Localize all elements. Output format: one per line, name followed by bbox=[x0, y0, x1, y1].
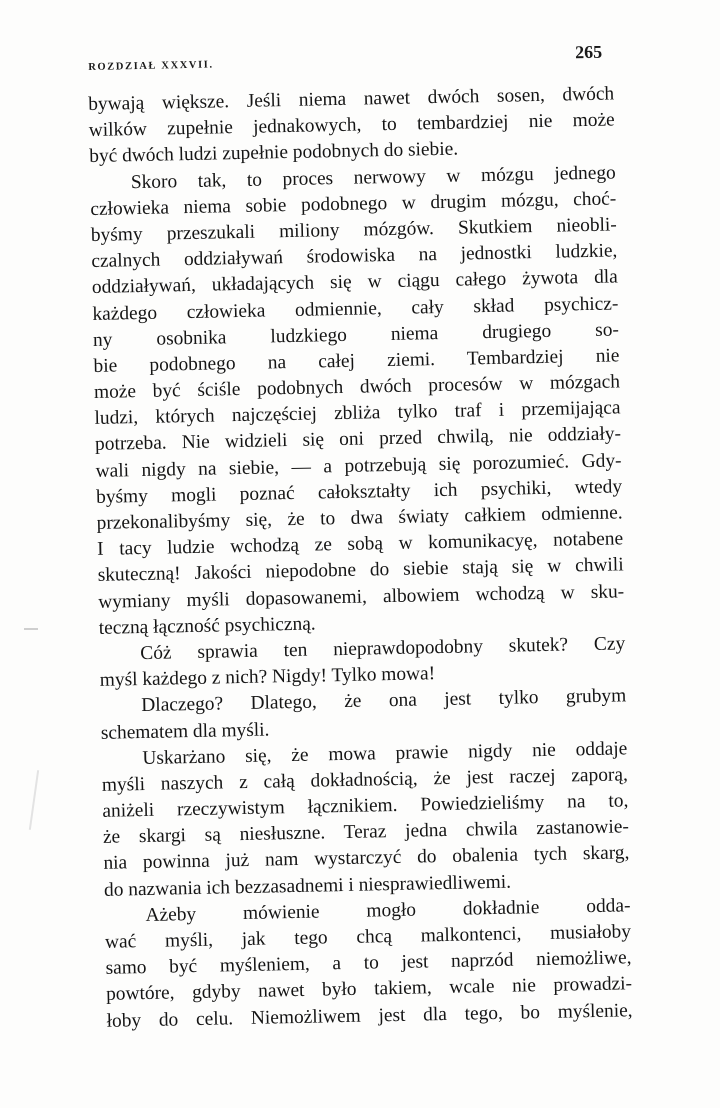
text-line: wali nigdy na siebie, — a potrzebują się porozumieć. Gdy- bbox=[95, 449, 622, 482]
text-line: oddziaływań, układających się w ciągu całego żywota dla bbox=[91, 266, 619, 299]
text-line: wymiany myśli dopasowanemi, albowiem wchodzą w sku- bbox=[98, 580, 625, 613]
text-line: do nazwania ich bezzasadnemi i niesprawiedliwemi. bbox=[103, 871, 512, 901]
text-line: może być ściśle podobnych dwóch procesów w mózgach bbox=[93, 371, 621, 403]
text-line: powtóre, gdyby nawet było takiem, wcale nie prowadzi- bbox=[105, 973, 633, 1006]
running-head: ROZDZIAŁ XXXVII. bbox=[88, 59, 214, 73]
text-line: I tacy ludzie wchodzą ze sobą w komunikacyę, notabene bbox=[96, 528, 624, 561]
text-line: że skargi są niesłuszne. Teraz jedna chwila zastanowie- bbox=[102, 816, 630, 849]
text-line: teczną łączność psychiczną. bbox=[98, 613, 316, 639]
text-line: nia powinna już nam wystarczyć do obalenia tych skarg, bbox=[103, 842, 630, 875]
text-line: schematem dla myśli. bbox=[100, 718, 270, 744]
text-line: bywają większe. Jeśli niema nawet dwóch sosen, dwóch bbox=[88, 83, 615, 115]
text-line: bie podobnego na całej ziemi. Tembardziej nie bbox=[93, 345, 620, 377]
text-line: byśmy przeszukali miliony mózgów. Skutkiem nieobli- bbox=[90, 214, 617, 246]
text-line: byśmy mogli poznać całokształty ich psychiki, wtedy bbox=[95, 476, 623, 508]
text-line: czalnych oddziaływań środowiska na jednostki ludzkie, bbox=[91, 240, 618, 273]
text-line: przekonalibyśmy się, że to dwa światy całkiem odmienne. bbox=[96, 502, 623, 534]
text-line: skuteczną! Jakości niepodobne do siebie stają się w chwili bbox=[97, 554, 624, 587]
text-line: myśli naszych z całą dokładnością, że jest raczej zaporą, bbox=[101, 764, 629, 796]
text-line: potrzeba. Nie widzieli się oni przed chwilą, nie oddziały- bbox=[94, 423, 622, 456]
page-header bbox=[88, 42, 602, 82]
text-line: samo być myśleniem, a to jest naprzód niemożliwe, bbox=[105, 947, 632, 980]
text-line: ludzi, których najczęściej zbliża tylko traf i przemijająca bbox=[94, 397, 621, 430]
text-line: wać myśli, jak tego chcą malkontenci, musiałoby bbox=[104, 921, 632, 953]
text-line: myśl każdego z nich? Nigdy! Tylko mowa! bbox=[99, 663, 436, 692]
page-number: 265 bbox=[574, 41, 603, 63]
paragraph-start-line: Ażeby mówienie mogło dokładnie odda- bbox=[145, 895, 631, 926]
text-line: wilków zupełnie jednakowych, to tembardziej nie może bbox=[88, 109, 615, 142]
paragraph-start-line: Dlaczego? Dlatego, że ona jest tylko grubym bbox=[141, 685, 627, 717]
paragraph-start-line: Uskarżano się, że mowa prawie nigdy nie oddaje bbox=[142, 737, 628, 769]
text-line: ny osobnika ludzkiego niema drugiego so- bbox=[92, 319, 620, 351]
paragraph-start-line: Skoro tak, to proces nerwowy w mózgu jednego bbox=[130, 161, 616, 193]
text-line: być dwóch ludzi zupełnie podobnych do siebie. bbox=[89, 138, 459, 168]
margin-pencil-mark bbox=[24, 628, 38, 630]
margin-pencil-stroke bbox=[29, 770, 39, 830]
text-line: aniżeli rzeczywistym łącznikiem. Powiedzieliśmy na to, bbox=[102, 790, 629, 822]
text-line: łoby do celu. Niemożliwem jest dla tego, bo myślenie, bbox=[106, 999, 633, 1032]
body-text bbox=[88, 81, 633, 1034]
text-line: człowieka niema sobie podobnego w drugim mózgu, choć- bbox=[90, 188, 617, 220]
text-line: każdego człowieka odmiennie, cały skład psychicz- bbox=[92, 292, 619, 325]
paragraph-start-line: Cóż sprawia ten nieprawdopodobny skutek? Czy bbox=[140, 633, 626, 664]
